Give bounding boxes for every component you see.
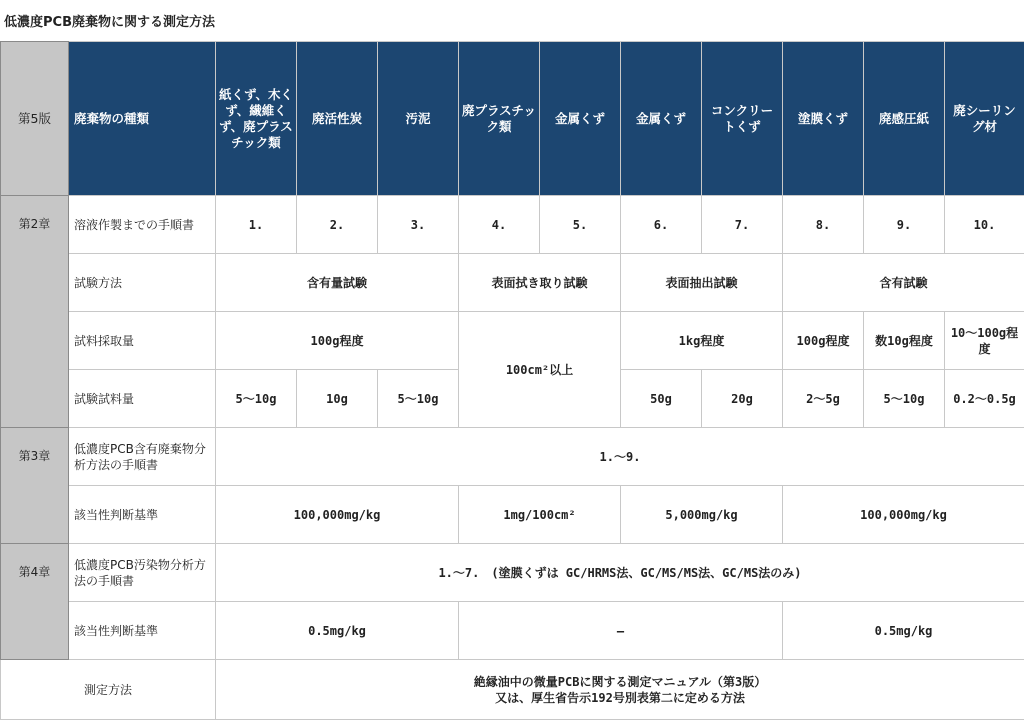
column-header-sludge: 汚泥: [378, 42, 459, 196]
ch3-procedure-label: 低濃度PCB含有廃棄物分析方法の手順書: [69, 428, 216, 486]
ch2-test-amount-label: 試験試料量: [69, 370, 216, 428]
test-amount: 10g: [297, 370, 378, 428]
ch4-criteria-value: ―: [459, 602, 783, 660]
procedure-number: 8.: [783, 196, 864, 254]
test-amount: 2～5g: [783, 370, 864, 428]
ch4-procedure-label: 低濃度PCB汚染物分析方法の手順書: [69, 544, 216, 602]
test-amount: 5～10g: [378, 370, 459, 428]
ch3-procedure-value: 1.～9.: [216, 428, 1024, 486]
ch3-criteria-row: [1, 486, 1024, 544]
column-header-concrete: コンクリートくず: [702, 42, 783, 196]
waste-type-header: 廃棄物の種類: [69, 42, 216, 196]
procedure-number: 5.: [540, 196, 621, 254]
footer-row: [1, 660, 1024, 720]
ch3-criteria-label: 該当性判断基準: [69, 486, 216, 544]
sampling-1kg: 1kg程度: [621, 312, 783, 370]
ch4-procedure-value: 1.～7. (塗膜くずは GC/HRMS法、GC/MS/MS法、GC/MS法のみ): [216, 544, 1024, 602]
column-header-activated-carbon: 廃活性炭: [297, 42, 378, 196]
footer-method-line-1: 絶縁油中の微量PCBに関する測定マニュアル（第3版）: [219, 674, 1021, 690]
chapter-2-cell: 第2章: [1, 196, 69, 428]
column-header-pressure-sensitive-paper: 廃感圧紙: [864, 42, 945, 196]
footer-label: 測定方法: [1, 660, 216, 720]
sampling-sealant: 10～100g程度: [945, 312, 1024, 370]
test-amount: 5～10g: [216, 370, 297, 428]
column-header-metal-scrap-wipe: 金属くず: [540, 42, 621, 196]
test-amount: 5～10g: [864, 370, 945, 428]
procedure-number: 4.: [459, 196, 540, 254]
ch4-procedure-row: [1, 544, 1024, 602]
procedure-number: 7.: [702, 196, 783, 254]
header-row: [1, 42, 1024, 196]
procedure-number: 10.: [945, 196, 1024, 254]
procedure-number: 6.: [621, 196, 702, 254]
ch3-criteria-value: 1mg/100cm²: [459, 486, 621, 544]
page-title: 低濃度PCB廃棄物に関する測定方法: [4, 11, 215, 30]
ch2-sampling-row: [1, 312, 1024, 370]
ch3-criteria-value: 100,000mg/kg: [783, 486, 1024, 544]
measurement-methods-table: [0, 41, 1024, 720]
column-header-waste-plastic: 廃プラスチック類: [459, 42, 540, 196]
procedure-number: 3.: [378, 196, 459, 254]
method-wipe-test: 表面拭き取り試験: [459, 254, 621, 312]
method-surface-extract-test: 表面抽出試験: [621, 254, 783, 312]
procedure-number: 2.: [297, 196, 378, 254]
footer-methods: [216, 660, 1024, 720]
ch3-criteria-value: 5,000mg/kg: [621, 486, 783, 544]
method-content-test-2: 含有試験: [783, 254, 1024, 312]
procedure-number: 1.: [216, 196, 297, 254]
sampling-100g: 100g程度: [216, 312, 459, 370]
sampling-paper: 数10g程度: [864, 312, 945, 370]
ch3-procedure-row: [1, 428, 1024, 486]
column-header-sealant: 廃シーリング材: [945, 42, 1024, 196]
ch2-sampling-label: 試料採取量: [69, 312, 216, 370]
ch4-criteria-row: [1, 602, 1024, 660]
test-amount: 50g: [621, 370, 702, 428]
ch2-procedure-label: 溶液作製までの手順書: [69, 196, 216, 254]
column-header-paint-film: 塗膜くず: [783, 42, 864, 196]
ch4-criteria-value: 0.5mg/kg: [783, 602, 1024, 660]
footer-method-line-2: 又は、厚生省告示192号別表第二に定める方法: [219, 690, 1021, 706]
column-header-metal-scrap-extract: 金属くず: [621, 42, 702, 196]
ch4-criteria-value: 0.5mg/kg: [216, 602, 459, 660]
chapter-4-cell: 第4章: [1, 544, 69, 660]
test-amount: 0.2～0.5g: [945, 370, 1024, 428]
column-header-paper-wood-fiber-plastic: 紙くず、木くず、繊維くず、廃プラスチック類: [216, 42, 297, 196]
procedure-number: 9.: [864, 196, 945, 254]
ch4-criteria-label: 該当性判断基準: [69, 602, 216, 660]
sampling-paint: 100g程度: [783, 312, 864, 370]
test-amount: 20g: [702, 370, 783, 428]
edition-cell: 第5版: [1, 42, 69, 196]
ch2-method-row: [1, 254, 1024, 312]
ch3-criteria-value: 100,000mg/kg: [216, 486, 459, 544]
method-content-test: 含有量試験: [216, 254, 459, 312]
ch2-method-label: 試験方法: [69, 254, 216, 312]
ch2-procedure-row: [1, 196, 1024, 254]
sampling-area: 100cm²以上: [459, 312, 621, 428]
chapter-3-cell: 第3章: [1, 428, 69, 544]
